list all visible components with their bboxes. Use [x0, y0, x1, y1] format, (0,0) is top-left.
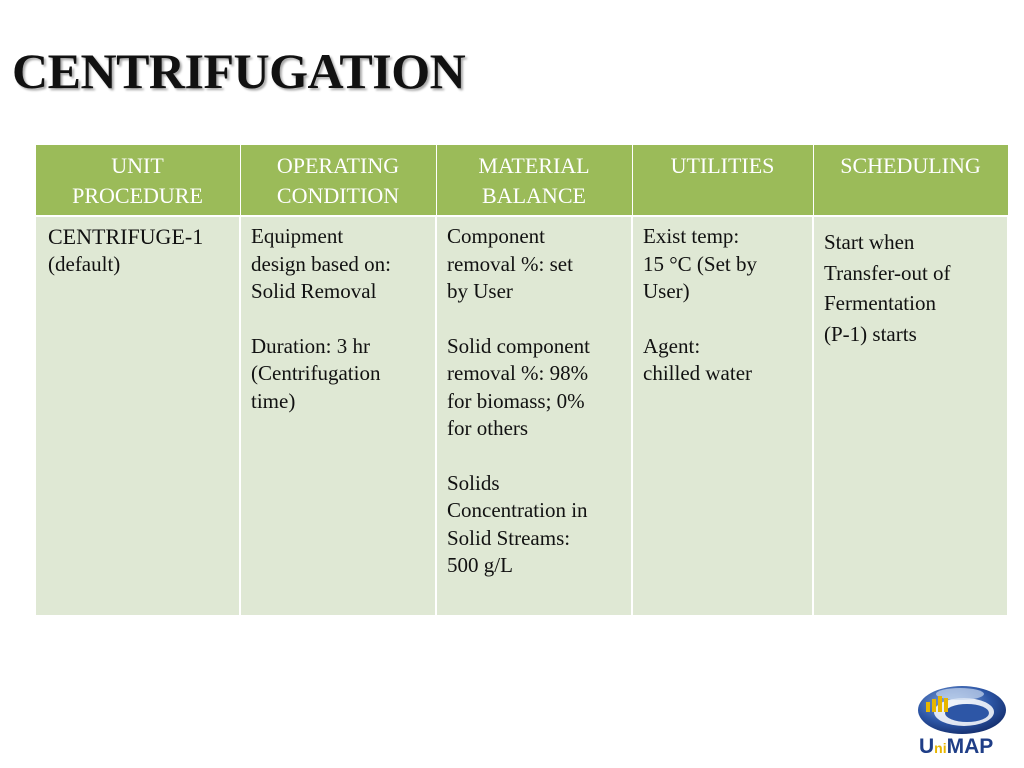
header-line: CONDITION: [276, 183, 400, 208]
cell-line: Solid component: [447, 333, 590, 358]
cell-line: 500 g/L: [447, 553, 513, 577]
header-operating-condition: [240, 145, 436, 217]
table-row: [35, 216, 1008, 616]
cell-line: Duration: 3 hr: [251, 333, 370, 358]
cell-line: Concentration in: [447, 498, 588, 522]
cell-line: Agent:: [643, 333, 701, 358]
cell-material-balance: [436, 216, 632, 616]
cell-line: Solid Streams:: [447, 525, 571, 550]
header-line: BALANCE: [482, 183, 586, 208]
cell-line: User): [643, 279, 690, 303]
header-line: OPERATING: [276, 153, 400, 178]
cell-line: (Centrifugation: [251, 361, 381, 385]
cell-line: Equipment: [251, 224, 344, 248]
cell-unit-procedure: [35, 216, 240, 616]
header-line: PROCEDURE: [72, 183, 203, 208]
wordmark-part: MAP: [946, 735, 994, 758]
cell-line: Fermentation: [824, 291, 936, 315]
header-line: MATERIAL: [478, 153, 590, 178]
unit-name: CENTRIFUGE-1: [48, 224, 204, 249]
cell-line: chilled water: [643, 361, 753, 385]
cell-line: Component: [447, 224, 545, 248]
cell-line: Solids: [447, 470, 500, 495]
cell-line: removal %: set: [447, 251, 573, 276]
header-material-balance: [436, 145, 632, 217]
cell-line: (P-1) starts: [824, 321, 917, 346]
cell-line: design based on:: [251, 251, 391, 276]
cell-line: removal %: 98%: [447, 361, 589, 385]
cell-scheduling: [813, 216, 1008, 616]
cell-line: Start when: [824, 230, 915, 254]
cell-line: Transfer-out of: [824, 260, 951, 285]
header-line: UNIT: [111, 153, 164, 178]
centrifugation-table: [34, 144, 1009, 617]
cell-line: by User: [447, 279, 513, 303]
header-line: UTILITIES: [670, 153, 775, 178]
header-unit-procedure: [35, 145, 240, 217]
unimap-wordmark: [919, 735, 993, 759]
cell-utilities: [632, 216, 813, 616]
slide-title: CENTRIFUGATION: [12, 43, 466, 99]
wordmark-part: U: [919, 735, 935, 758]
cell-line: Exist temp:: [643, 224, 740, 248]
header-line: SCHEDULING: [840, 153, 981, 178]
unit-note: (default): [48, 251, 121, 276]
table-header-row: [35, 145, 1008, 217]
cell-operating-condition: [240, 216, 436, 616]
cell-line: for others: [447, 416, 529, 440]
cell-line: time): [251, 388, 296, 413]
cell-line: Solid Removal: [251, 279, 377, 303]
header-scheduling: [813, 145, 1008, 217]
cell-line: 15 °C (Set by: [643, 251, 757, 276]
header-utilities: [632, 145, 813, 217]
wordmark-part: ni: [934, 740, 947, 756]
cell-line: for biomass; 0%: [447, 388, 585, 413]
